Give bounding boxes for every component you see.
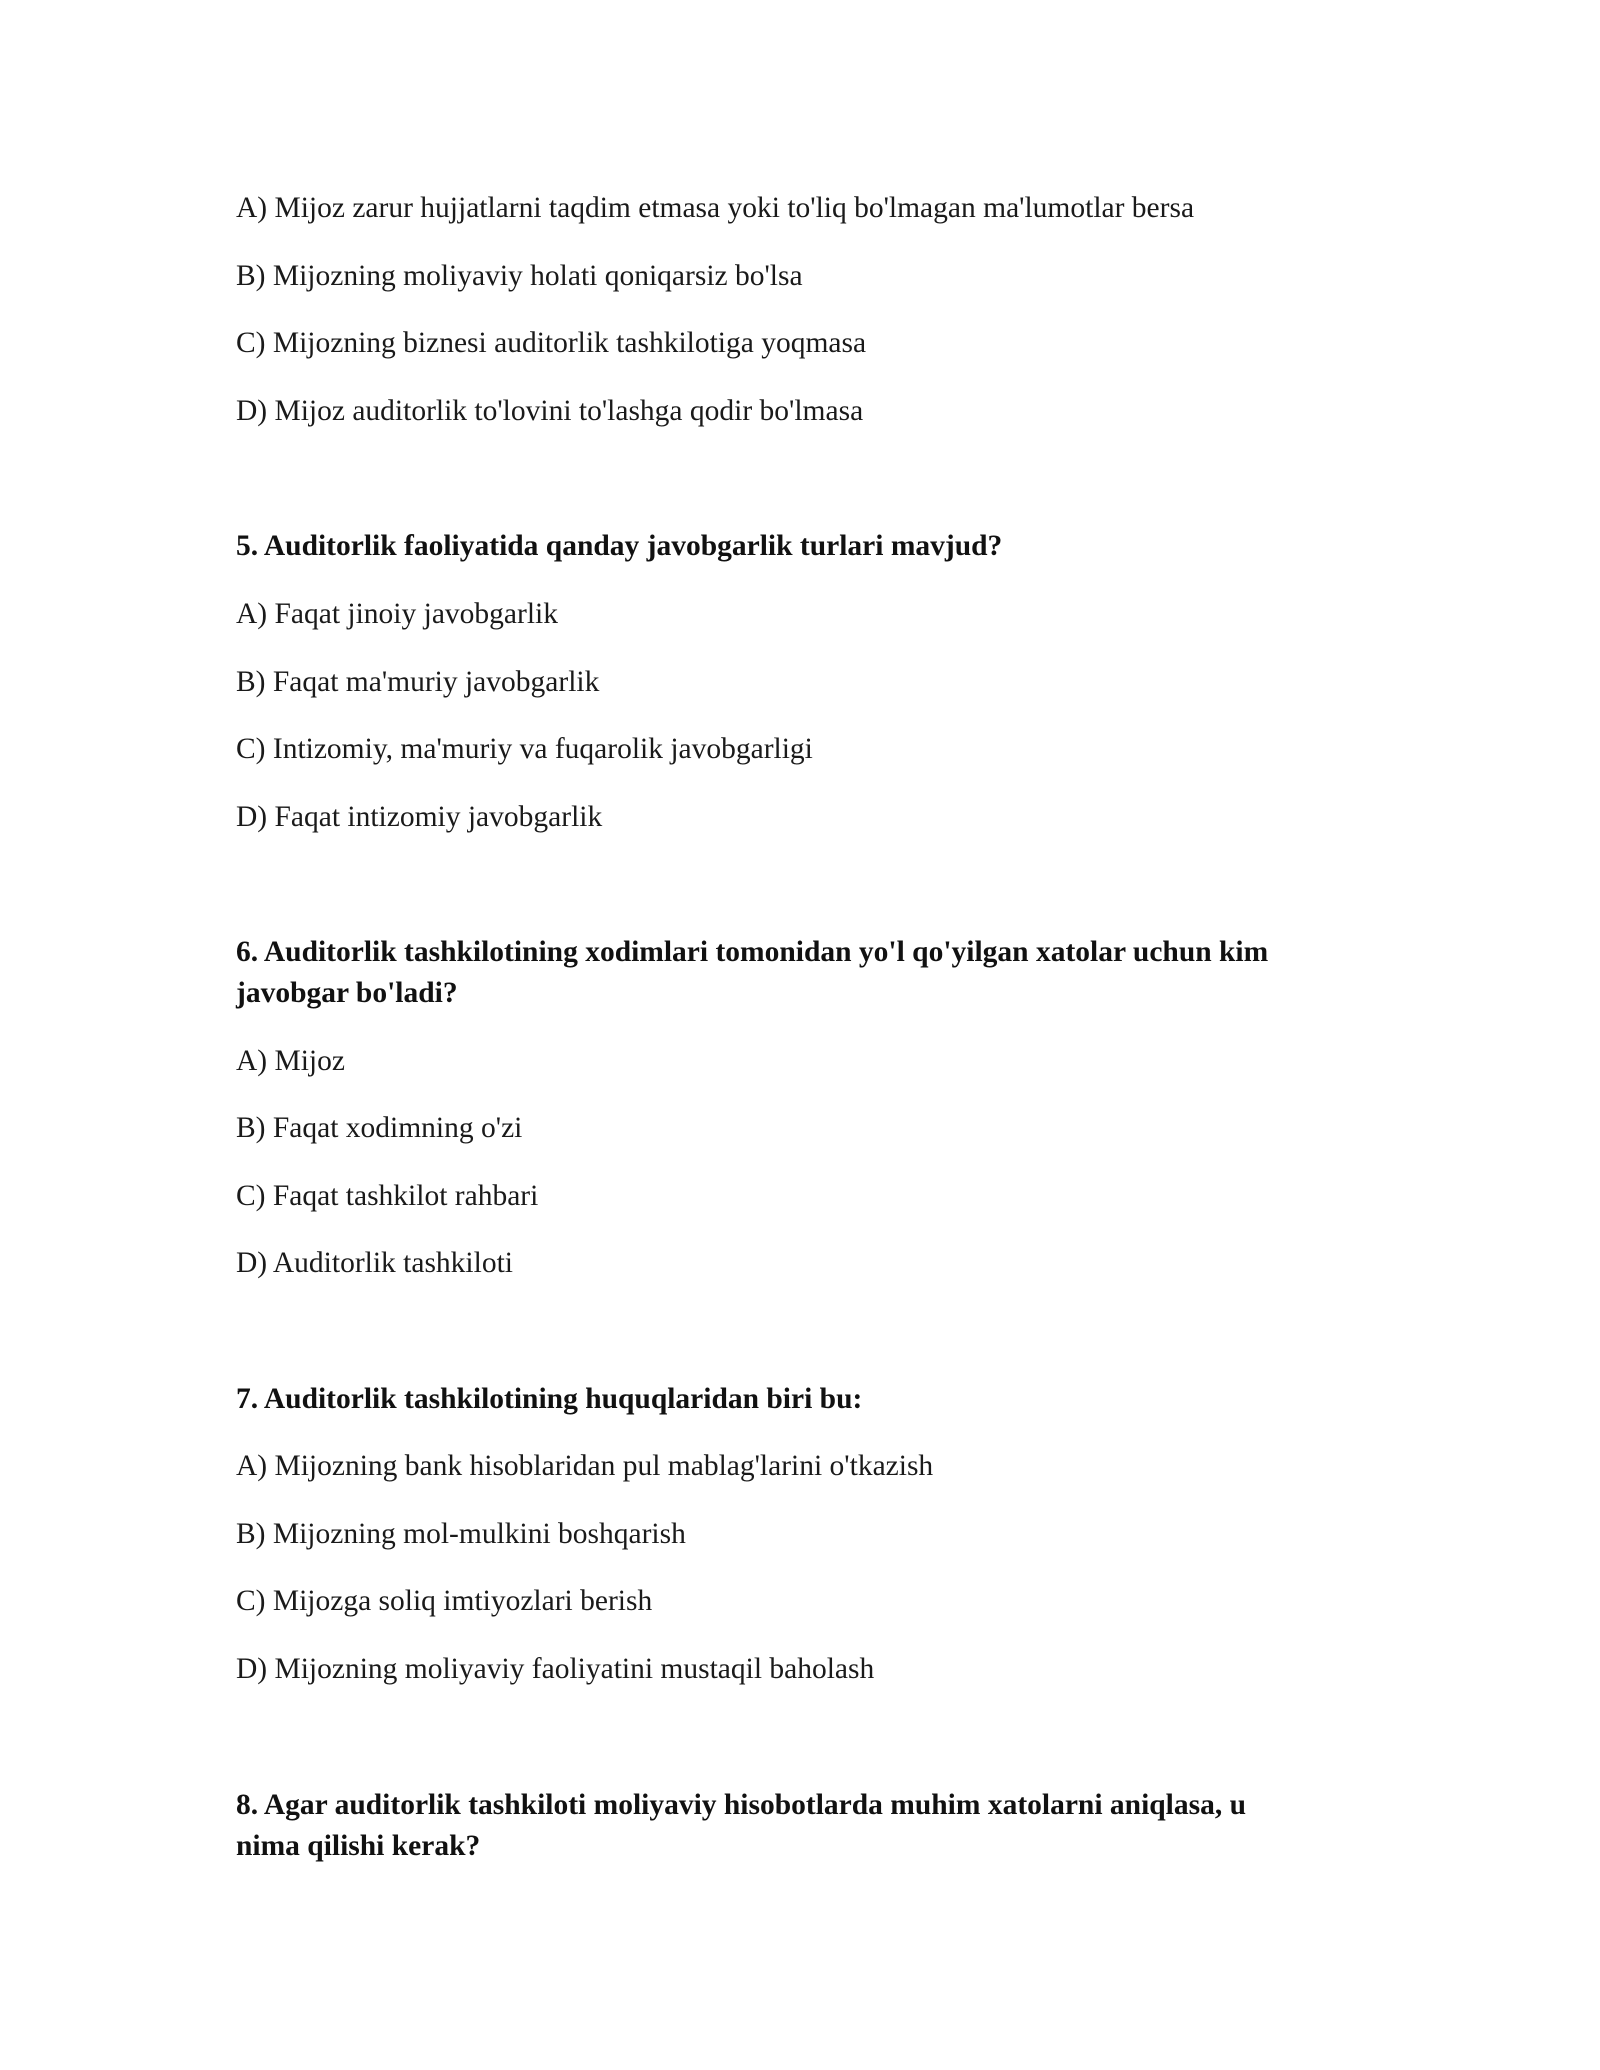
option-q7-a: A) Mijozning bank hisoblaridan pul mablag'larini o'tkazish	[236, 1450, 934, 1482]
option-q6-b: B) Faqat xodimning o'zi	[236, 1112, 523, 1144]
option-q5-a: A) Faqat jinoiy javobgarlik	[236, 598, 558, 630]
option-q6-d: D) Auditorlik tashkiloti	[236, 1247, 513, 1279]
option-q4-c: C) Mijozning biznesi auditorlik tashkilotiga yoqmasa	[236, 327, 867, 359]
option-q7-b: B) Mijozning mol-mulkini boshqarish	[236, 1518, 686, 1550]
option-q6-c: C) Faqat tashkilot rahbari	[236, 1180, 539, 1212]
option-q7-d: D) Mijozning moliyaviy faoliyatini mustaqil baholash	[236, 1653, 875, 1685]
question-6-line-1: 6. Auditorlik tashkilotining xodimlari tomonidan yo'l qo'yilgan xatolar uchun kim	[236, 936, 1269, 968]
question-7: 7. Auditorlik tashkilotining huquqlaridan biri bu:	[236, 1383, 863, 1415]
option-q4-a: A) Mijoz zarur hujjatlarni taqdim etmasa yoki to'liq bo'lmagan ma'lumotlar bersa	[236, 192, 1195, 224]
option-q5-d: D) Faqat intizomiy javobgarlik	[236, 801, 603, 833]
option-q4-d: D) Mijoz auditorlik to'lovini to'lashga qodir bo'lmasa	[236, 395, 864, 427]
question-8-line-2: nima qilishi kerak?	[236, 1830, 481, 1862]
option-q4-b: B) Mijozning moliyaviy holati qoniqarsiz bo'lsa	[236, 260, 803, 292]
question-8-line-1: 8. Agar auditorlik tashkiloti moliyaviy hisobotlarda muhim xatolarni aniqlasa, u	[236, 1789, 1247, 1821]
option-q7-c: C) Mijozga soliq imtiyozlari berish	[236, 1585, 653, 1617]
option-q5-c: C) Intizomiy, ma'muriy va fuqarolik javobgarligi	[236, 733, 813, 765]
question-5: 5. Auditorlik faoliyatida qanday javobgarlik turlari mavjud?	[236, 530, 1003, 562]
option-q6-a: A) Mijoz	[236, 1045, 345, 1077]
question-6-line-2: javobgar bo'ladi?	[236, 977, 458, 1009]
option-q5-b: B) Faqat ma'muriy javobgarlik	[236, 666, 600, 698]
